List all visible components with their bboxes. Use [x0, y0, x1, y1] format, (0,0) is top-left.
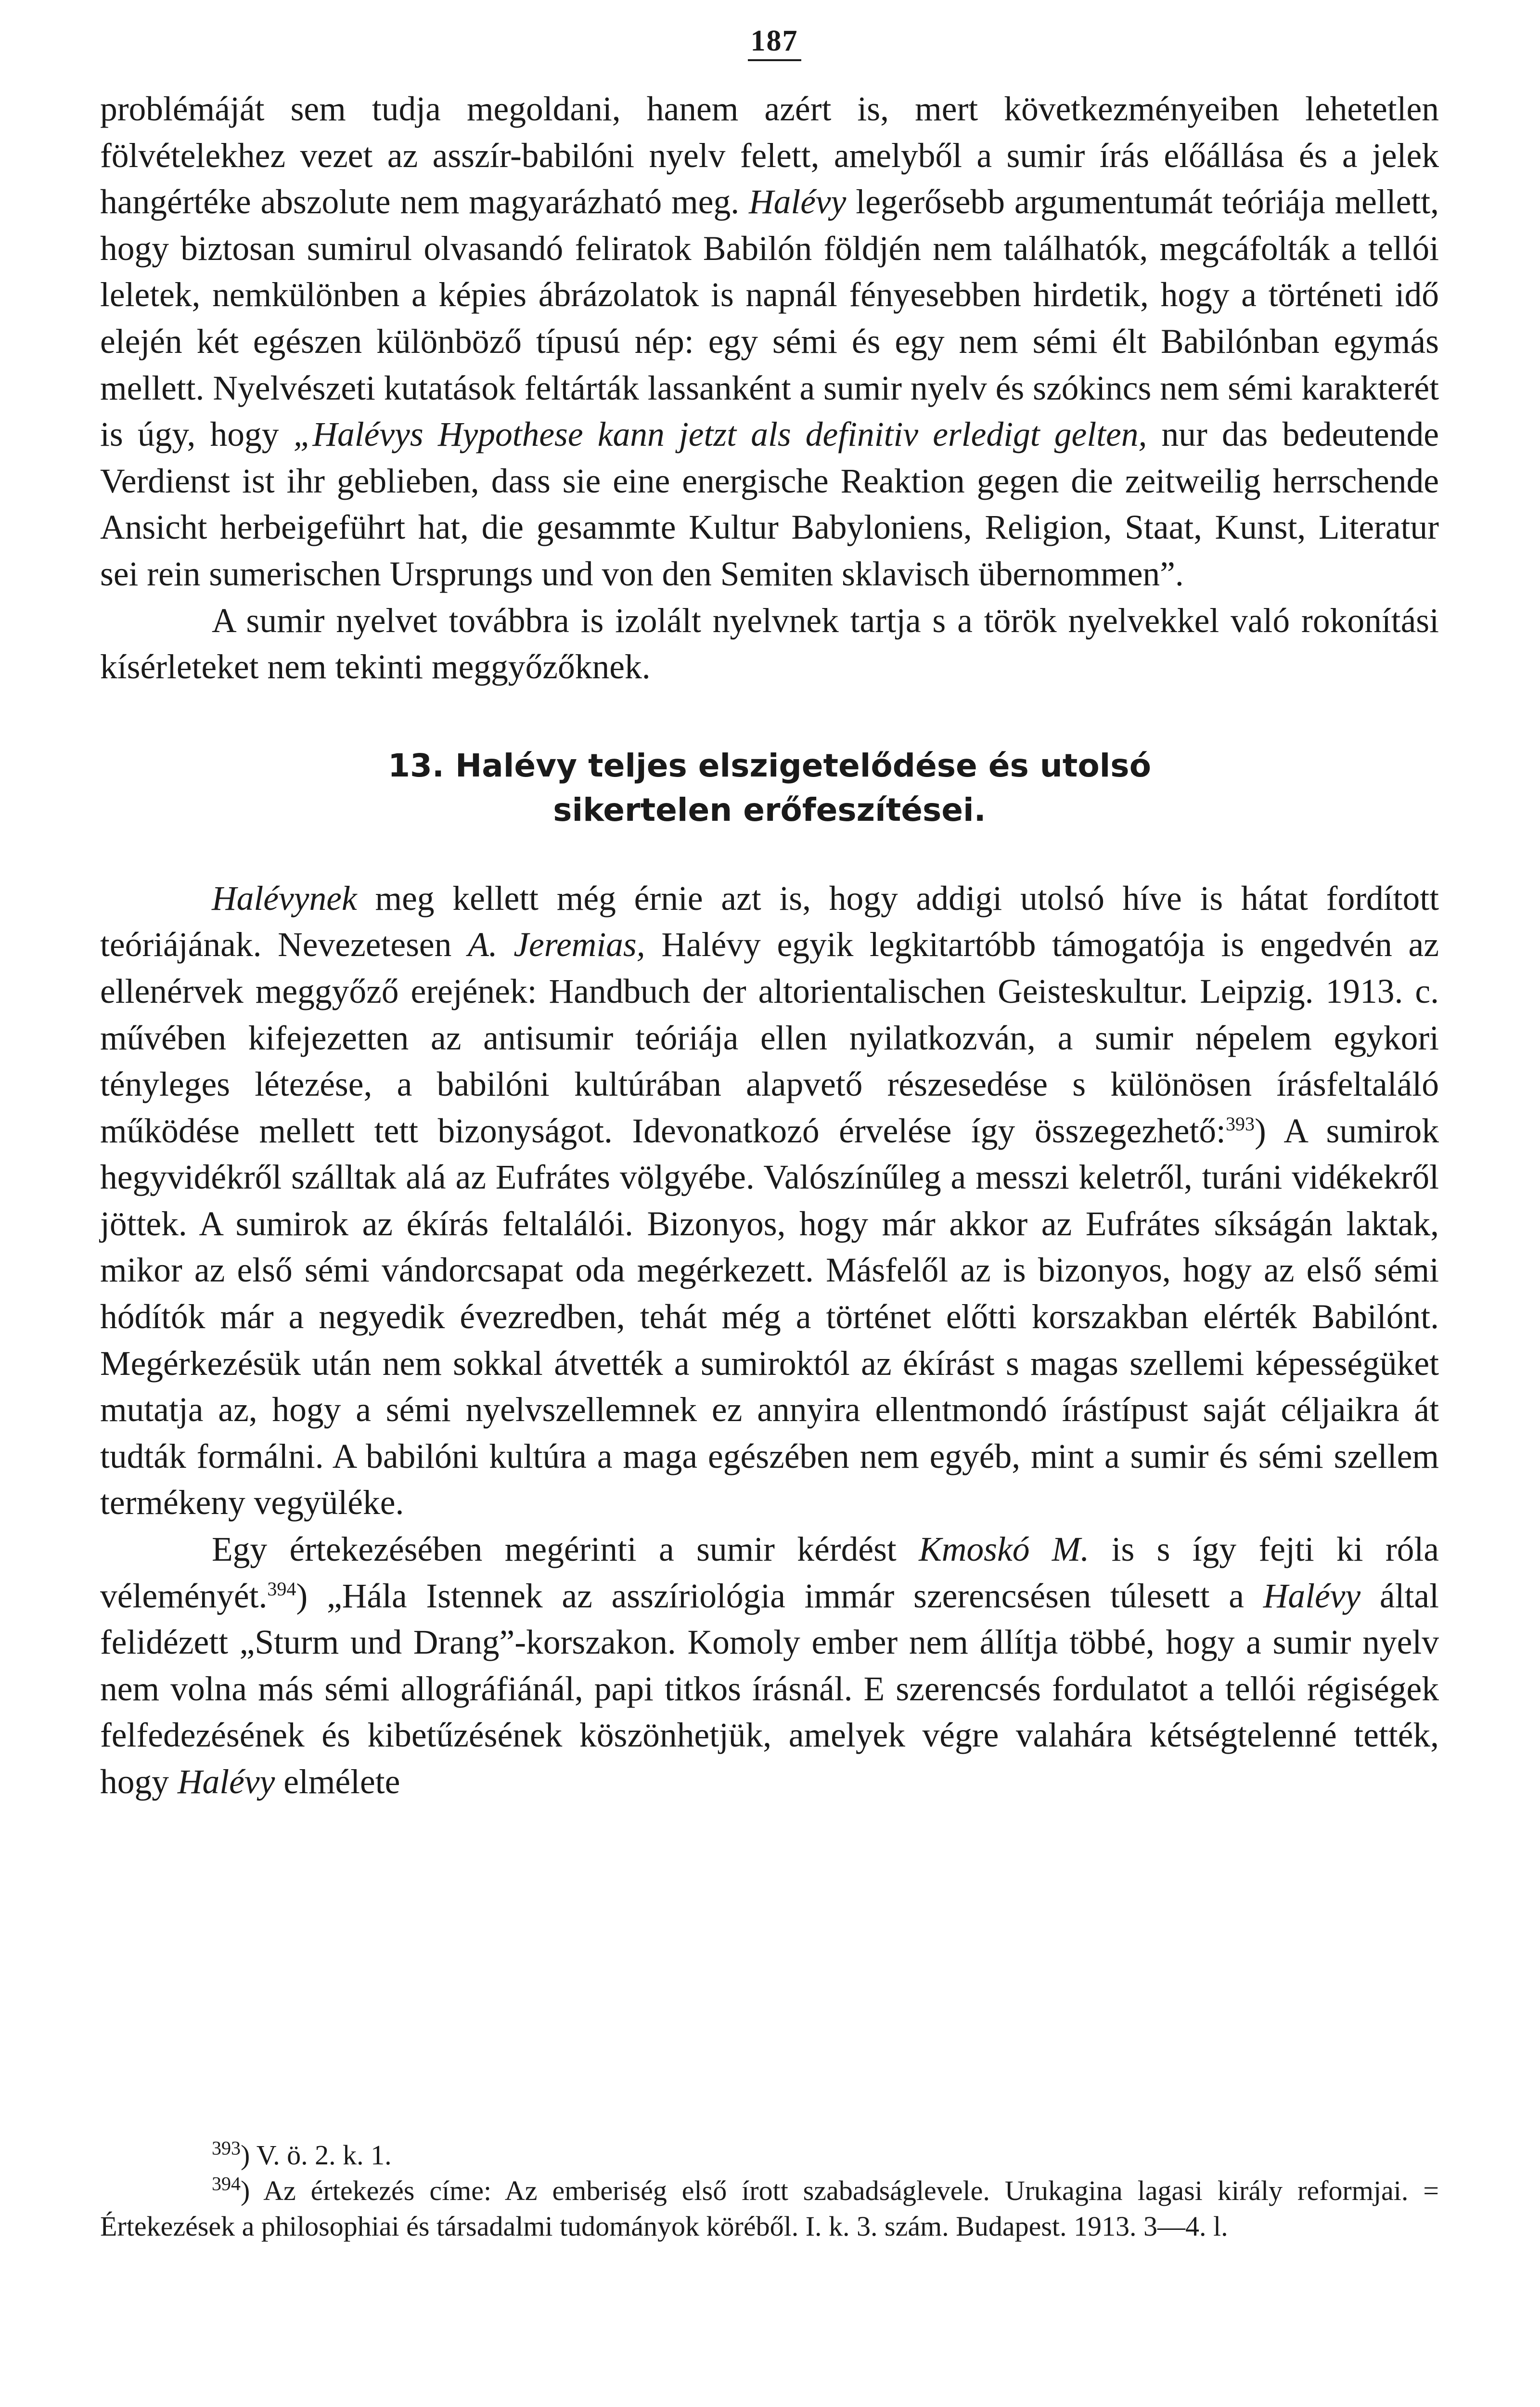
paragraph-3: Halévynek meg kellett még érnie azt is, hogy addigi utolsó híve is hátat fordított teóriájának. Nevezetesen A. Jeremias, Halévy egyik legkitartóbb támogatója is engedvén az ellenérvek meggyőző erejének: Handbuch der altorientalischen Geisteskultur. Leipzig. 1913. c. művében kifejezetten az antisumir teóriája ellen nyilatkozván, a sumir népelem egykori tényleges létezése, a babilóni kultúrában alapvető részesedése s különösen írásfeltaláló működése mellett tett bizonyságot. Idevonatkozó érvelése így összegezhető:$^{393}$) A sumirok hegyvidékről szálltak alá az Eufrátes völgyébe. Valószínűleg a messzi keletről, turáni vidékekről jöttek. A sumirok az ékírás feltalálói. Bizonyos, hogy már akkor az Eufrátes síkságán laktak, mikor az első sémi vándorcsapat oda megérkezett. Másfelől az is bizonyos, hogy az első sémi hódítók már a negyedik évezredben, tehát még a történet előtti korszakban elérték Babilónt. Megérkezésük után nem sokkal átvették a sumiroktól az ékírást s magas szellemi képességüket mutatja az, hogy a sémi nyelvszellemnek ez annyira ellentmondó írástípust saját céljaikra át tudták formálni. A babilóni kultúra a maga egészében nem egyéb, mint a sumir és sémi szellem termékeny vegyüléke.: [100, 879, 1439, 1522]
footnote-393: $^{393}$) V. ö. 2. k. 1.: [212, 2137, 392, 2171]
paragraph-4: Egy értekezésében megérinti a sumir kérdést Kmoskó M. is s így fejti ki róla véleményét.$^{394}$) „Hála Istennek az asszíriológia immár szerencsésen túlesett a Halévy által felidézett „Sturm und Drang”-korszakon. Komoly ember nem állítja többé, hogy a sumir nyelv nem volna más sémi allográfiánál, papi titkos írásnál. E szerencsés fordulatot a tellói régiségek felfedezésének és kibetűzésének köszönhetjük, amelyek végre valahára kétségtelenné tették, hogy Halévy elmélete: [100, 1530, 1439, 1801]
footnotes: [100, 2137, 1439, 2244]
section-heading: [100, 744, 1439, 832]
footnote-ref-394: 394: [267, 1578, 296, 1600]
page-number: 187: [110, 24, 1439, 58]
footnote-394: $^{394}$) Az értekezés címe: Az emberiség első írott szabadságlevele. Urukagina lagasi király reformjai. = Értekezések a philosophiai és társadalmi tudományok köréből. I. k. 3. szám. Budapest. 1913. 3—4. l.: [100, 2173, 1439, 2242]
main-text: [100, 86, 1439, 691]
paragraph-2: A sumir nyelvet továbbra is izolált nyelvnek tartja s a török nyelvekkel való rokonítási kísérleteket nem tekinti meggyőzőknek.: [100, 601, 1439, 686]
heading-line-2: sikertelen erőfeszítései.: [553, 791, 986, 828]
heading-line-1: 13. Halévy teljes elszigetelődése és utolsó: [388, 747, 1151, 784]
section-text: [100, 876, 1439, 1806]
paragraph-1: problémáját sem tudja megoldani, hanem azért is, mert következményeiben lehetetlen fölvételekhez vezet az asszír-babilóni nyelv felett, amelyből a sumir írás előállása és a jelek hangértéke abszolute nem magyarázható meg. Halévy legerősebb argumentumát teóriája mellett, hogy biztosan sumirul olvasandó feliratok Babilón földjén nem találhatók, megcáfolták a tellói leletek, nemkülönben a képies ábrázolatok is napnál fényesebben hirdetik, hogy a történeti idő elején két egészen különböző típusú nép: egy sémi és egy nem sémi élt Babilónban egymás mellett. Nyelvészeti kutatások feltárták lassanként a sumir nyelv és szókincs nem sémi karakterét is úgy, hogy „Halévys Hypothese kann jetzt als definitiv erledigt gelten, nur das bedeutende Verdienst ist ihr geblieben, dass sie eine energische Reaktion gegen die zeitweilig herrschende Ansicht herbeigeführt hat, die gesammte Kultur Babyloniens, Religion, Staat, Kunst, Literatur sei rein sumerischen Ursprungs und von den Semiten sklavisch übernommen”.: [100, 90, 1439, 593]
footnote-ref-393: 393: [1225, 1113, 1255, 1135]
